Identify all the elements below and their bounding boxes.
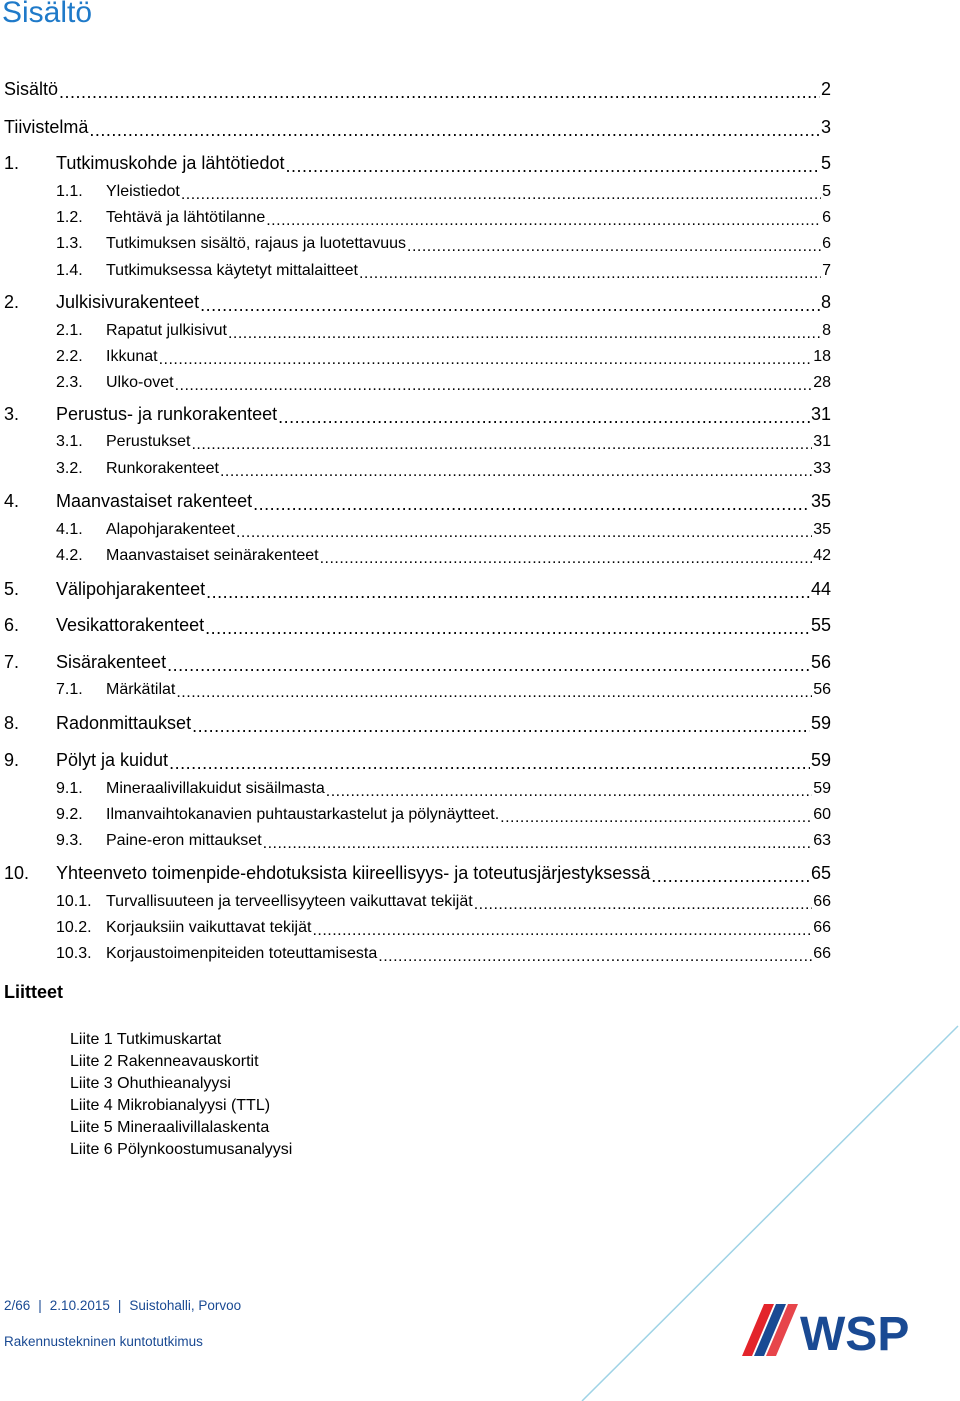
toc-page-number: 35 [810,491,831,511]
footer-date: 2.10.2015 [49,1298,110,1313]
attachment-item: Liite 5 Mineraalivillalaskenta [70,1119,270,1136]
attachment-item: Liite 3 Ohuthieanalyysi [70,1075,231,1092]
toc-page-number: 8 [822,322,831,339]
footer-subtitle: Rakennustekninen kuntotutkimus [4,1334,203,1349]
toc-entry[interactable]: 10.1. Turvallisuuteen ja terveellisyyteen vaikuttavat tekijät ..... 66 [4,885,831,911]
toc-page-number: 42 [813,547,831,564]
page-title: Sisältö [2,0,93,29]
toc-text: Maanvastaiset seinärakenteet [106,547,319,564]
attachment-item: Liite 4 Mikrobianalyysi (TTL) [70,1097,271,1114]
toc-page-number: 3 [820,117,831,137]
toc-text: Korjauksiin vaikuttavat tekijät [106,919,312,936]
toc-page-number: 35 [813,521,831,538]
toc-entry[interactable]: 9.1. Mineraalivillakuidut sisäilmasta ..... 59 [4,772,831,798]
toc-page-number: 6 [822,235,831,252]
toc-page-number: 59 [813,780,831,797]
toc-entry[interactable]: 10. Yhteenveto toimenpide-ehdotuksista kiireellisyys- ja toteutusjärjestyksessä ..... 65 [4,858,831,884]
toc-page-number: 63 [813,832,831,849]
toc-entry[interactable]: 7. Sisärakenteet ..... 56 [4,647,831,673]
footer-page: 2/66 [4,1298,31,1313]
toc-entry[interactable]: 3. Perustus- ja runkorakenteet ..... 31 [4,399,831,425]
toc-text: Ulko-ovet [106,374,174,391]
toc-entry[interactable]: 1.1. Yleistiedot ..... 5 [4,175,831,201]
toc-entry[interactable]: 1. Tutkimuskohde ja lähtötiedot ..... 5 [4,148,831,174]
toc-entry[interactable]: 1.2. Tehtävä ja lähtötilanne ..... 6 [4,201,831,227]
toc-text: Ilmanvaihtokanavien puhtaustarkastelut ja pölynäytteet. [106,806,500,823]
toc-page-number: 66 [813,945,831,962]
toc-entry[interactable]: 1.3. Tutkimuksen sisältö, rajaus ja luotettavuus ..... 6 [4,227,831,253]
toc-page-number: 65 [810,863,831,883]
toc-entry[interactable]: 7.1. Märkätilat ..... 56 [4,673,831,699]
toc-text: Paine-eron mittaukset [106,832,262,849]
toc-page-number: 66 [813,893,831,910]
toc-text: Tutkimuksessa käytetyt mittalaitteet [106,262,358,279]
toc-text: Märkätilat [106,681,176,698]
toc-page-number: 18 [813,348,831,365]
toc-page-number: 5 [822,183,831,200]
footer-project: Suistohalli, Porvoo [129,1298,242,1313]
toc-entry[interactable]: 3.2. Runkorakenteet ..... 33 [4,452,831,478]
toc-entry[interactable]: 2. Julkisivurakenteet ..... 8 [4,287,831,313]
toc-text: Turvallisuuteen ja terveellisyyteen vaikuttavat tekijät [106,893,473,910]
toc-text: Välipohjarakenteet [56,579,206,599]
toc-page-number: 7 [822,262,831,279]
toc-page-number: 59 [810,713,831,733]
toc-entry[interactable]: 10.3. Korjaustoimenpiteiden toteuttamisesta ..... 66 [4,937,831,963]
toc-page-number: 44 [810,579,831,599]
toc-text: Ikkunat [106,348,158,365]
toc-entry[interactable]: 4. Maanvastaiset rakenteet ..... 35 [4,486,831,512]
toc-text: Sisärakenteet [56,652,167,672]
toc-page-number: 66 [813,919,831,936]
toc-entry[interactable]: 6. Vesikattorakenteet ..... 55 [4,610,831,636]
toc-page-number: 31 [813,433,831,450]
toc-text: Vesikattorakenteet [56,615,205,635]
toc-entry[interactable]: 5. Välipohjarakenteet ..... 44 [4,574,831,600]
attachment-item: Liite 6 Pölynkoostumusanalyysi [70,1141,293,1158]
toc-page-number: 56 [810,652,831,672]
toc-page-number: 5 [820,153,831,173]
toc-entry[interactable]: 3.1. Perustukset ..... 31 [4,425,831,451]
toc-entry[interactable]: 1.4. Tutkimuksessa käytetyt mittalaitteet ..... 7 [4,254,831,280]
toc-text: Tiivistelmä [4,117,89,137]
footer-info: 2/66 | 2.10.2015 | Suistohalli, Porvoo [4,1298,242,1313]
attachment-item: Liite 2 Rakenneavauskortit [70,1053,259,1070]
toc-page-number: 31 [810,404,831,424]
toc-page-number: 33 [813,460,831,477]
wsp-logo [740,1300,915,1360]
toc-page-number: 55 [810,615,831,635]
toc-page-number: 60 [813,806,831,823]
toc-text: Yhteenveto toimenpide-ehdotuksista kiireellisyys- ja toteutusjärjestyksessä [56,863,651,883]
toc-page-number: 8 [820,292,831,312]
toc-entry[interactable]: 9.3. Paine-eron mittaukset ..... 63 [4,824,831,850]
attachments-title: Liitteet [4,982,64,1002]
toc-page-number: 6 [822,209,831,226]
toc-text: Korjaustoimenpiteiden toteuttamisesta [106,945,378,962]
toc-text: Perustukset [106,433,191,450]
toc-text: Tutkimuksen sisältö, rajaus ja luotettavuus [106,235,406,252]
toc-entry[interactable]: 4.2. Maanvastaiset seinärakenteet ..... 42 [4,539,831,565]
attachment-item: Liite 1 Tutkimuskartat [70,1031,222,1048]
toc-page-number: 56 [813,681,831,698]
toc-text: Yleistiedot [106,183,180,200]
toc-text: Tehtävä ja lähtötilanne [106,209,266,226]
toc-text: Sisältö [4,79,59,99]
logo-text: WSP [800,1308,910,1360]
toc-text: Mineraalivillakuidut sisäilmasta [106,780,325,797]
toc-entry[interactable]: 2.2. Ikkunat ..... 18 [4,340,831,366]
toc-page-number: 2 [820,79,831,99]
toc-text: Radonmittaukset [56,713,192,733]
toc-text: Rapatut julkisivut [106,322,227,339]
toc-text: Perustus- ja runkorakenteet [56,404,278,424]
toc-text: Julkisivurakenteet [56,292,200,312]
toc-entry[interactable]: 2.3. Ulko-ovet ..... 28 [4,366,831,392]
toc-text: Runkorakenteet [106,460,219,477]
toc-entry[interactable]: 9. Pölyt ja kuidut ..... 59 [4,745,831,771]
toc-entry[interactable]: 2.1. Rapatut julkisivut ..... 8 [4,314,831,340]
toc-entry[interactable]: 9.2. Ilmanvaihtokanavien puhtaustarkastelut ja pölynäytteet. ..... 60 [4,798,831,824]
toc-page-number: 28 [813,374,831,391]
toc-entry[interactable]: 8. Radonmittaukset ..... 59 [4,708,831,734]
toc-page-number: 59 [810,750,831,770]
toc-text: Tutkimuskohde ja lähtötiedot [56,153,285,173]
toc-text: Pölyt ja kuidut [56,750,169,770]
toc-entry[interactable]: 4.1. Alapohjarakenteet ..... 35 [4,513,831,539]
toc-entry[interactable]: 10.2. Korjauksiin vaikuttavat tekijät ..... 66 [4,911,831,937]
toc-text: Alapohjarakenteet [106,521,235,538]
toc-text: Maanvastaiset rakenteet [56,491,253,511]
